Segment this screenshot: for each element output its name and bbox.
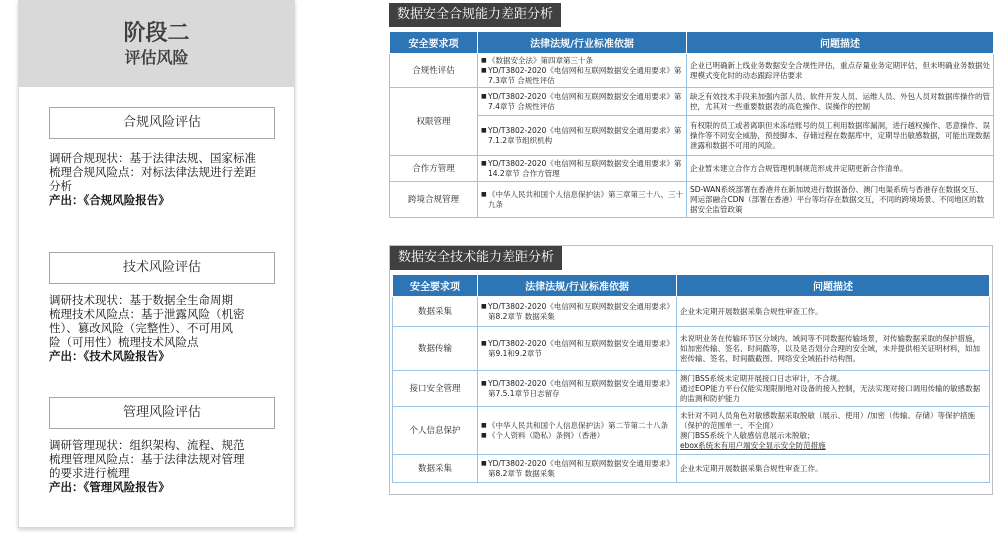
- technical-risk-heading: 技术风险评估: [49, 252, 275, 284]
- table-row: [390, 116, 994, 156]
- table-header-row: [393, 275, 990, 297]
- law-cell: [478, 182, 687, 218]
- requirement-cell: 跨境合规管理: [390, 182, 478, 218]
- compliance-gap-panel: [389, 3, 997, 234]
- law-cell: [478, 88, 687, 116]
- column-header: 安全要求项: [390, 32, 478, 54]
- description-line: 未针对不同人员角色对敏感数据采取脱敏（展示、使用）/加密（传输、存储）等保护措施（保护的范围单一、不全面）: [680, 410, 976, 430]
- text-line: 险（可用性）梳理技术风险点: [49, 335, 199, 349]
- law-item: ■ 《中华人民共和国个人信息保护法》第二节第二十八条: [481, 421, 673, 431]
- compliance-risk-heading: 合规风险评估: [49, 107, 275, 139]
- text-line: 梳理技术风险点：基于泄露风险（机密: [49, 307, 245, 321]
- description-cell: [677, 371, 990, 407]
- text-line: 调研合规现状：基于法律法规、国家标准: [49, 151, 256, 165]
- law-cell: [478, 54, 687, 88]
- table-row: [390, 88, 994, 116]
- law-item: ■ YD/T3802-2020《电信网和互联网数据安全通用要求》第7.5.1章节日志留存: [481, 379, 673, 399]
- stage-panel: [18, 0, 295, 528]
- table-row: [393, 455, 990, 483]
- description-cell: [677, 455, 990, 483]
- requirement-cell: 权限管理: [390, 88, 478, 156]
- column-header: 法律法规/行业标准依据: [478, 32, 687, 54]
- column-header: 问题描述: [687, 32, 994, 54]
- law-cell: [478, 455, 677, 483]
- table-row: [393, 327, 990, 371]
- description-cell: 企业已明确新上线业务数据安全合规性评估，重点存量业务定期评估，但未明确业务数据处理模式变化时的动态跟踪评估要求: [687, 54, 994, 88]
- description-cell: 缺乏有效技术手段来加强内部人员、软件开发人员、运维人员、外包人员对数据库操作的管控，尤其对一些重要数据表的高危操作、误操作的控制: [687, 88, 994, 116]
- table-row: [390, 54, 994, 88]
- technical-gap-panel: [389, 245, 993, 495]
- law-item: ■ 《个人资料（隐私）条例》（香港）: [481, 431, 673, 441]
- requirement-cell: 数据采集: [393, 455, 478, 483]
- compliance-risk-text: [49, 151, 281, 207]
- law-item: ■ YD/T3802-2020《电信网和互联网数据安全通用要求》第7.3章节 合规性评估: [481, 66, 683, 86]
- law-cell: [478, 407, 677, 455]
- requirement-cell: 合规性评估: [390, 54, 478, 88]
- table-row: [393, 371, 990, 407]
- requirement-cell: 数据传输: [393, 327, 478, 371]
- table-row: [393, 297, 990, 327]
- requirement-cell: 个人信息保护: [393, 407, 478, 455]
- text-line: 梳理合规风险点：对标法律法规进行差距: [49, 165, 256, 179]
- description-cell: SD-WAN系统部署在香港并在新加坡进行数据备份、澳门电渠系统与香港存在数据交互、网运部融合CDN（部署在香港）平台等均存在数据交互，不同的跨境场景、不同地区的数据安全监管政策: [687, 182, 994, 218]
- description-cell: [677, 297, 990, 327]
- description-line: 企业未定期开展数据采集合规性审查工作。: [680, 463, 823, 473]
- description-cell: [677, 327, 990, 371]
- law-cell: [478, 371, 677, 407]
- text-line: 调研管理现状：组织架构、流程、规范: [49, 438, 245, 452]
- requirement-cell: 数据采集: [393, 297, 478, 327]
- text-line: 调研技术现状：基于数据全生命周期: [49, 293, 233, 307]
- law-item: ■ YD/T3802-2020《电信网和互联网数据安全通用要求》第14.2章节 合作方管理: [481, 159, 683, 179]
- law-item: ■ YD/T3802-2020《电信网和互联网数据安全通用要求》第9.1和9.2章节: [481, 339, 673, 359]
- description-cell: 有权限的员工或者离职但未冻结账号的员工利用数据库漏洞，进行越权操作、恶意操作、误操作等不同安全威胁，预授脚本、存储过程在数据库中，定期导出敏感数据，可能出现数据泄露和数据不可用的风险。: [687, 116, 994, 156]
- compliance-gap-title: 数据安全合规能力差距分析: [389, 3, 561, 27]
- column-header: 法律法规/行业标准依据: [478, 275, 677, 297]
- description-line: 澳门BSS系统未定期开展接口日志审计，不合规。: [680, 373, 845, 383]
- management-risk-output: 产出：《管理风险报告》: [49, 480, 170, 494]
- law-item: ■ YD/T3802-2020《电信网和互联网数据安全通用要求》第8.2章节 数据采集: [481, 302, 673, 322]
- description-line: ebox系统未有用户端安全显示安全防范措施: [680, 440, 826, 450]
- text-line: 梳理管理风险点：基于法律法规对管理: [49, 452, 245, 466]
- table-row: [393, 407, 990, 455]
- compliance-gap-table: [389, 31, 994, 218]
- requirement-cell: 接口安全管理: [393, 371, 478, 407]
- requirement-cell: 合作方管理: [390, 156, 478, 182]
- description-line: 未说明业务在传输环节区分域内、域间等不同数据传输场景，对传输数据采取的保护措施，如加密传输、签名、时间戳等，以及是否划分合理的安全域，未并提供相关证明材料，如加密传输、签名、时间戳截图、网络安全域拓扑结构图。: [680, 333, 980, 363]
- column-header: 安全要求项: [393, 275, 478, 297]
- law-item: ■ YD/T3802-2020《电信网和互联网数据安全通用要求》第8.2章节 数据采集: [481, 459, 673, 479]
- management-risk-heading: 管理风险评估: [49, 397, 275, 429]
- stage-subtitle: 评估风险: [124, 48, 189, 67]
- law-item: ■ 《中华人民共和国个人信息保护法》第三章第三十八、三十九条: [481, 190, 683, 210]
- stage-header: [19, 1, 294, 87]
- law-item: ■ YD/T3802-2020《电信网和互联网数据安全通用要求》第7.1.2章节组织机构: [481, 126, 683, 146]
- compliance-risk-output: 产出：《合规风险报告》: [49, 193, 170, 207]
- table-row: [390, 156, 994, 182]
- text-line: 分析: [49, 179, 72, 193]
- description-cell: [677, 407, 990, 455]
- table-row: [390, 182, 994, 218]
- description-line: 企业未定期开展数据采集合规性审查工作。: [680, 306, 823, 316]
- table-header-row: [390, 32, 994, 54]
- description-line: 澳门BSS系统个人敏感信息展示未脱敏；: [680, 430, 815, 440]
- stage-title: 阶段二: [123, 21, 190, 46]
- law-item: ■ YD/T3802-2020《电信网和互联网数据安全通用要求》第7.4章节 合规性评估: [481, 92, 683, 112]
- law-cell: [478, 297, 677, 327]
- law-cell: [478, 327, 677, 371]
- description-cell: 企业暂未建立合作方合规管理机制规范形成并定期更新合作清单。: [687, 156, 994, 182]
- description-line: 通过EOP能力平台仅能实现限制地对设备的接入控制，无法实现对接口调用传输的敏感数据的监测和防护能力: [680, 383, 981, 403]
- text-line: 性）、篡改风险（完整性）、不可用风: [49, 321, 233, 335]
- management-risk-text: [49, 438, 281, 494]
- technical-risk-output: 产出：《技术风险报告》: [49, 349, 170, 363]
- law-cell: [478, 156, 687, 182]
- technical-gap-title: 数据安全技术能力差距分析: [390, 246, 562, 270]
- law-cell: [478, 116, 687, 156]
- text-line: 的要求进行梳理: [49, 466, 130, 480]
- law-item: ■ 《数据安全法》第四章第三十条: [481, 56, 683, 66]
- technical-risk-text: [49, 293, 281, 363]
- column-header: 问题描述: [677, 275, 990, 297]
- technical-gap-table: [392, 274, 990, 483]
